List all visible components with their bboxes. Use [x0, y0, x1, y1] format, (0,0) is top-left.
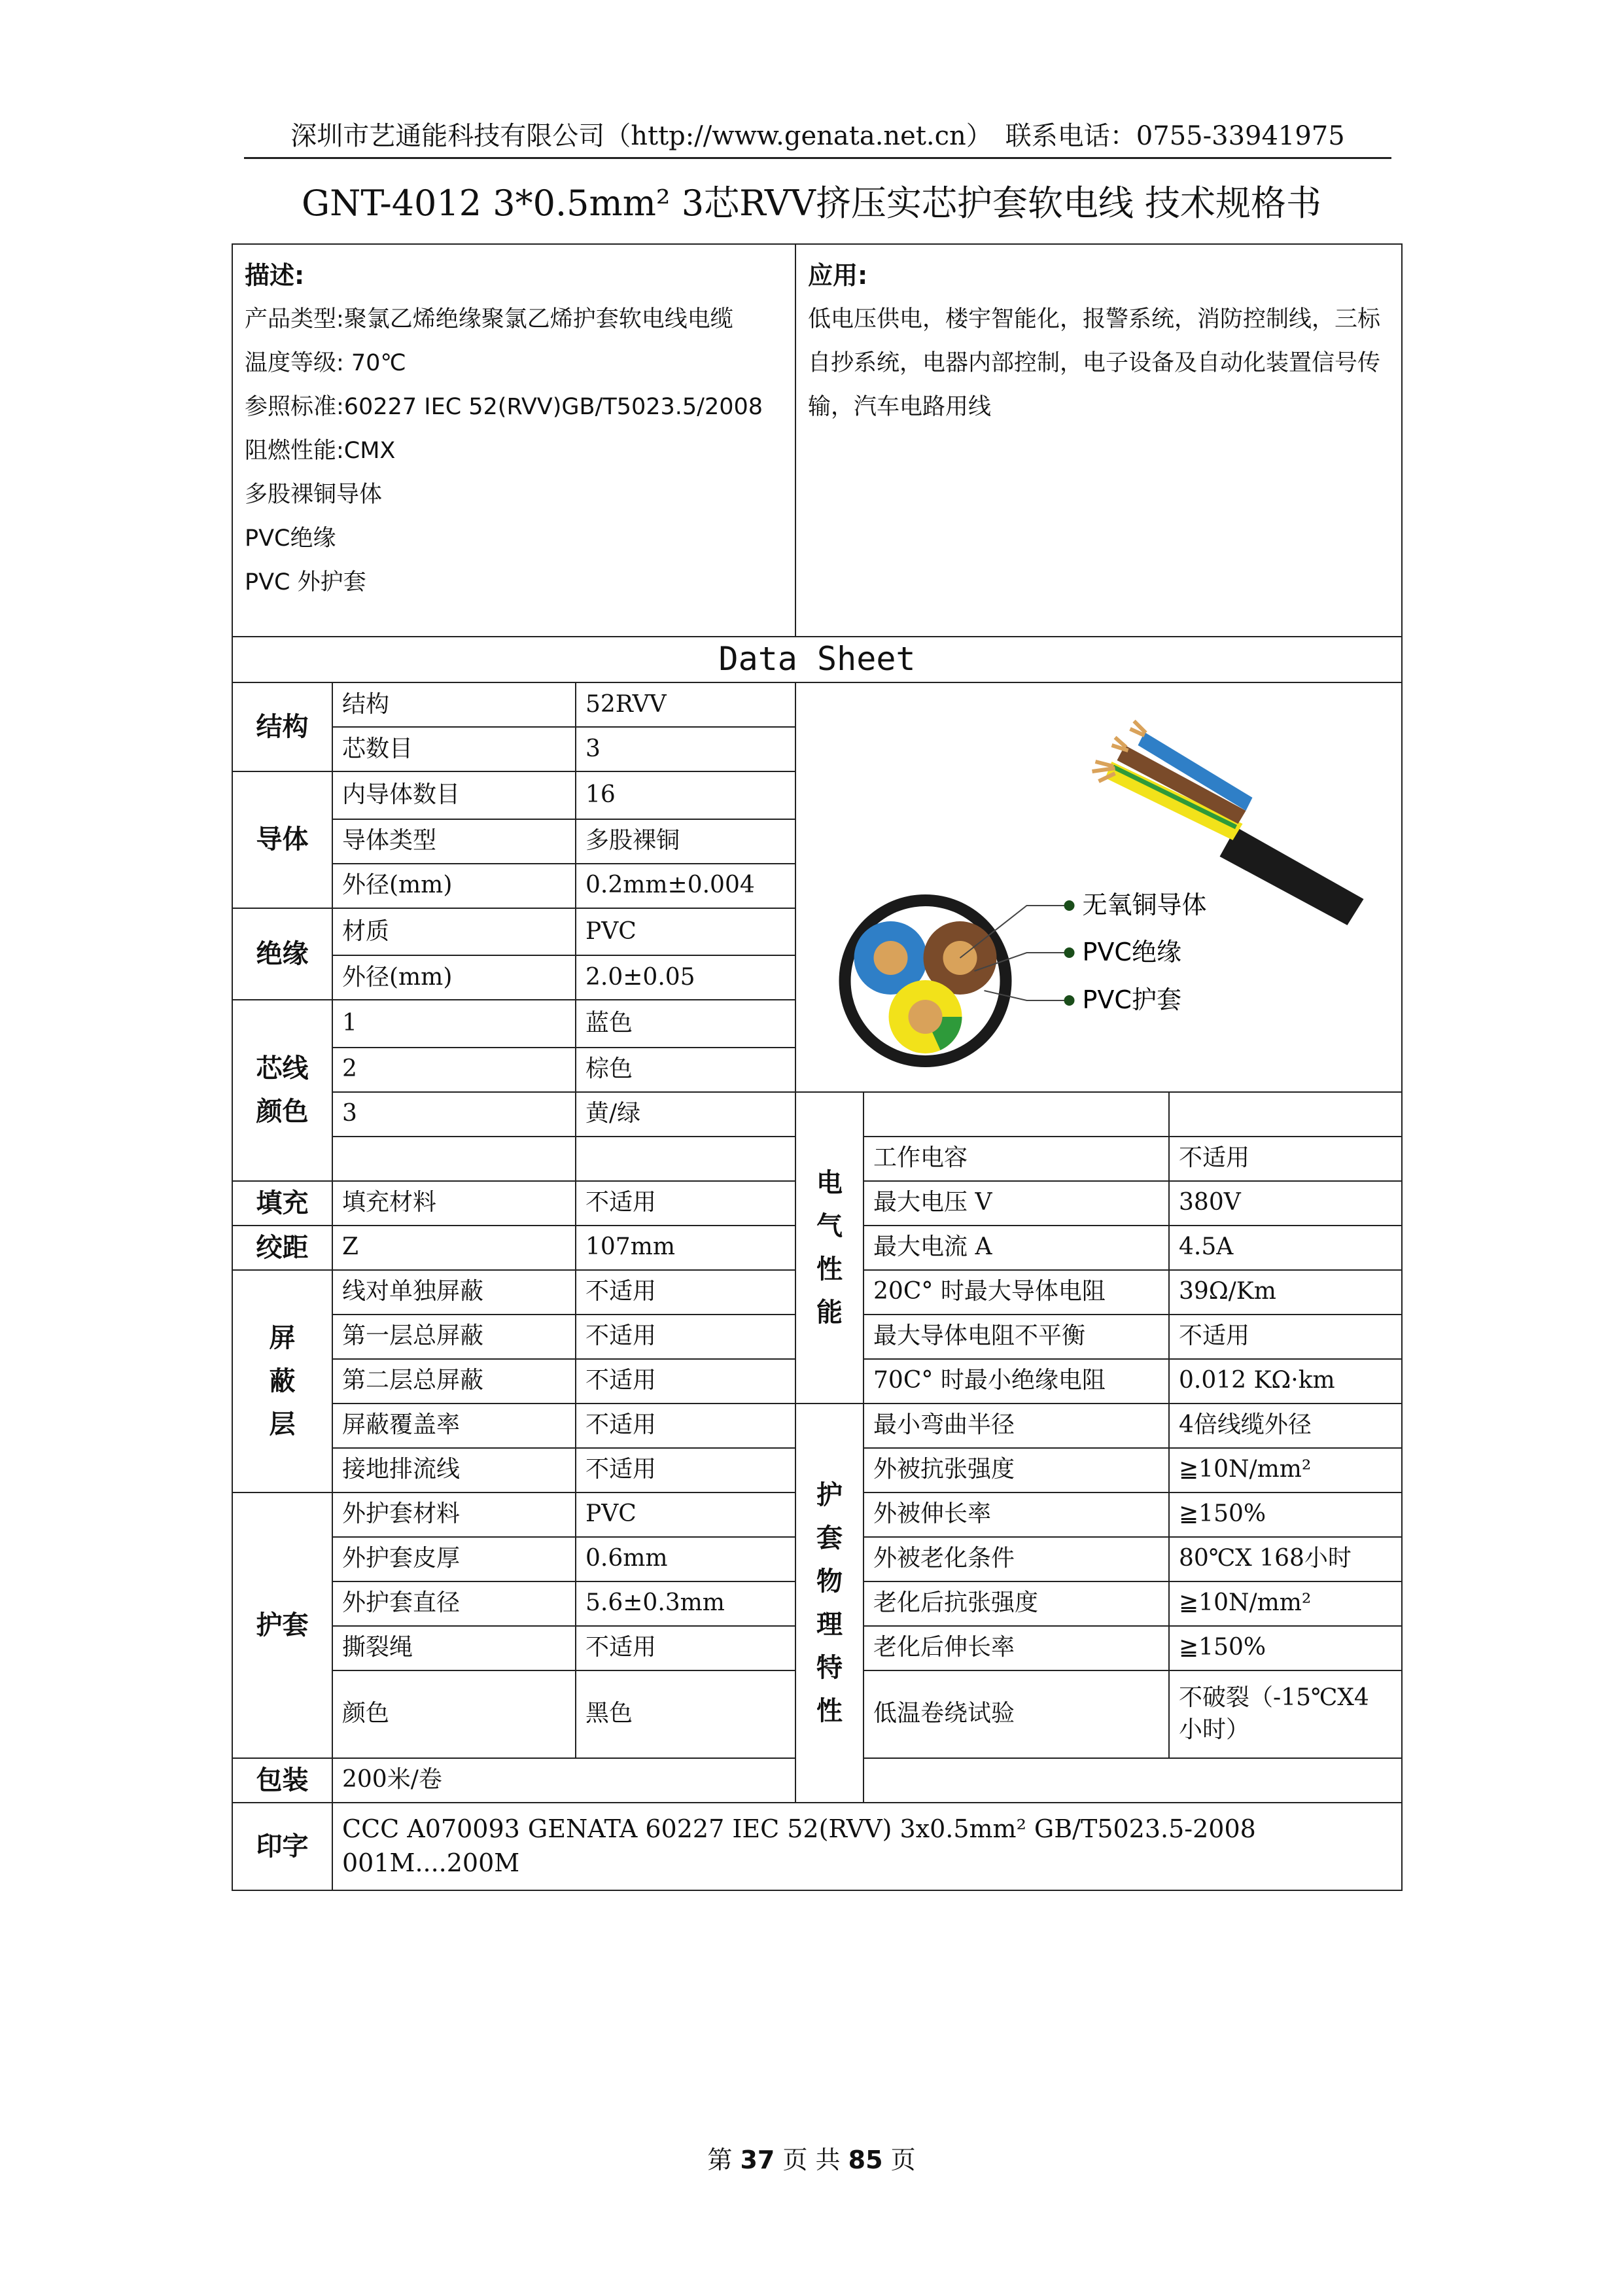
param-label: 工作电容 — [864, 1137, 1169, 1181]
param-label: 内导体数目 — [332, 771, 576, 819]
description-line: 产品类型:聚氯乙烯绝缘聚氯乙烯护套软电线电缆 — [245, 306, 733, 332]
param-value: 4.5A — [1169, 1226, 1402, 1270]
spec-table — [232, 243, 1403, 1891]
label-jacket: PVC护套 — [1082, 985, 1181, 1014]
label-insulation: PVC绝缘 — [1082, 938, 1181, 966]
param-label: 2 — [332, 1048, 576, 1092]
page-footer: 第 37 页 共 85 页 — [707, 2146, 916, 2174]
param-value: ≧150% — [1169, 1626, 1402, 1670]
param-value: 3 — [576, 727, 795, 771]
page-header: 深圳市艺通能科技有限公司（http://www.genata.net.cn） 联系电话：0755-33941975 — [244, 116, 1391, 159]
param-value: 不破裂（-15℃X4小时） — [1169, 1670, 1402, 1758]
param-value: 0.012 KΩ·km — [1169, 1359, 1402, 1404]
param-value: PVC — [576, 908, 795, 956]
param-label: 最大电压 V — [864, 1181, 1169, 1226]
param-label: 材质 — [332, 908, 576, 956]
param-value: ≧10N/mm² — [1169, 1448, 1402, 1492]
param-label: 结构 — [332, 682, 576, 727]
group-electrical: 电 气 性 能 — [795, 1092, 864, 1404]
param-value: ≧10N/mm² — [1169, 1581, 1402, 1626]
param-label: 最大导体电阻不平衡 — [864, 1315, 1169, 1359]
param-value: 5.6±0.3mm — [576, 1581, 795, 1626]
param-label: 20C° 时最大导体电阻 — [864, 1270, 1169, 1315]
param-label: 接地排流线 — [332, 1448, 576, 1492]
param-value: 多股裸铜 — [576, 819, 795, 864]
label-conductor: 无氧铜导体 — [1082, 891, 1207, 919]
param-label: 外护套材料 — [332, 1492, 576, 1537]
param-label: 芯数目 — [332, 727, 576, 771]
param-label: 外护套皮厚 — [332, 1537, 576, 1581]
param-value: 39Ω/Km — [1169, 1270, 1402, 1315]
param-value — [1169, 1092, 1402, 1137]
param-label: 老化后伸长率 — [864, 1626, 1169, 1670]
param-label: 屏蔽覆盖率 — [332, 1404, 576, 1448]
param-label: 第二层总屏蔽 — [332, 1359, 576, 1404]
param-value: 0.6mm — [576, 1537, 795, 1581]
param-label: 外径(mm) — [332, 864, 576, 908]
param-label — [864, 1092, 1169, 1137]
param-value: 0.2mm±0.004 — [576, 864, 795, 908]
param-label: 撕裂绳 — [332, 1626, 576, 1670]
description-line: 参照标准:60227 IEC 52(RVV)GB/T5023.5/2008 — [245, 394, 763, 420]
param-value: 不适用 — [576, 1626, 795, 1670]
cable-cross-section — [839, 894, 1012, 1067]
param-value: 16 — [576, 771, 795, 819]
cable-image — [795, 682, 1402, 1092]
param-value: 不适用 — [576, 1181, 795, 1226]
param-label: 外径(mm) — [332, 955, 576, 1000]
param-label — [332, 1137, 576, 1181]
param-label: 导体类型 — [332, 819, 576, 864]
group-core-color: 芯线 颜色 — [232, 1000, 332, 1181]
param-value: 80℃X 168小时 — [1169, 1537, 1402, 1581]
param-label: 1 — [332, 1000, 576, 1048]
param-value: 黑色 — [576, 1670, 795, 1758]
datasheet-title: Data Sheet — [232, 637, 1402, 682]
group-conductor: 导体 — [232, 771, 332, 908]
document-title: GNT-4012 3*0.5mm² 3芯RVV挤压实芯护套软电线 技术规格书 — [302, 183, 1321, 224]
param-value: 不适用 — [576, 1315, 795, 1359]
param-value: 4倍线缆外径 — [1169, 1404, 1402, 1448]
print-value: CCC A070093 GENATA 60227 IEC 52(RVV) 3x0.5mm² GB/T5023.5-2008 001M....200M — [332, 1803, 1402, 1890]
package-value: 200米/卷 — [332, 1758, 1402, 1803]
group-jacket: 护套 — [232, 1492, 332, 1758]
group-sheath: 护 套 物 理 特 性 — [795, 1404, 864, 1803]
description-line: 阻燃性能:CMX — [245, 438, 396, 464]
param-value: 不适用 — [576, 1359, 795, 1404]
param-value: 107mm — [576, 1226, 795, 1270]
param-value: 黄/绿 — [576, 1092, 795, 1137]
description-heading: 描述: — [245, 261, 305, 290]
param-value: 不适用 — [1169, 1315, 1402, 1359]
param-label: 70C° 时最小绝缘电阻 — [864, 1359, 1169, 1404]
page-total: 85 — [848, 2146, 883, 2174]
param-label: 第一层总屏蔽 — [332, 1315, 576, 1359]
application-text: 低电压供电，楼宇智能化，报警系统，消防控制线，三标自抄系统，电器内部控制，电子设备及自动化装置信号传输，汽车电路用线 — [808, 306, 1381, 420]
group-filler: 填充 — [232, 1181, 332, 1226]
application-cell — [795, 244, 1402, 637]
group-lay: 绞距 — [232, 1226, 332, 1270]
description-line: 温度等级: 70℃ — [245, 350, 406, 376]
param-value: 不适用 — [576, 1404, 795, 1448]
description-line: 多股裸铜导体 — [245, 482, 383, 508]
group-package: 包装 — [232, 1758, 332, 1803]
cable-illustration — [796, 683, 1401, 1082]
param-label: 外被伸长率 — [864, 1492, 1169, 1537]
param-label: 颜色 — [332, 1670, 576, 1758]
param-label: 外被抗张强度 — [864, 1448, 1169, 1492]
param-label: 最大电流 A — [864, 1226, 1169, 1270]
param-value: 不适用 — [576, 1270, 795, 1315]
group-print: 印字 — [232, 1803, 332, 1890]
application-heading: 应用: — [808, 261, 868, 290]
param-label: 低温卷绕试验 — [864, 1670, 1169, 1758]
group-shield: 屏 蔽 层 — [232, 1270, 332, 1492]
param-label: Z — [332, 1226, 576, 1270]
param-label: 线对单独屏蔽 — [332, 1270, 576, 1315]
param-value: 不适用 — [576, 1448, 795, 1492]
description-cell — [232, 244, 795, 637]
param-label: 老化后抗张强度 — [864, 1581, 1169, 1626]
param-value: 380V — [1169, 1181, 1402, 1226]
param-label: 最小弯曲半径 — [864, 1404, 1169, 1448]
param-value — [576, 1137, 795, 1181]
param-label: 3 — [332, 1092, 576, 1137]
param-value: PVC — [576, 1492, 795, 1537]
page-number: 37 — [740, 2146, 775, 2174]
param-value: 2.0±0.05 — [576, 955, 795, 1000]
description-line: PVC绝缘 — [245, 525, 336, 552]
group-structure: 结构 — [232, 682, 332, 771]
param-value: 棕色 — [576, 1048, 795, 1092]
param-value: 不适用 — [1169, 1137, 1402, 1181]
param-label: 外被老化条件 — [864, 1537, 1169, 1581]
param-label: 外护套直径 — [332, 1581, 576, 1626]
param-value: 蓝色 — [576, 1000, 795, 1048]
param-value: 52RVV — [576, 682, 795, 727]
param-value: ≧150% — [1169, 1492, 1402, 1537]
group-insulation: 绝缘 — [232, 908, 332, 1000]
description-line: PVC 外护套 — [245, 569, 366, 595]
param-label: 填充材料 — [332, 1181, 576, 1226]
